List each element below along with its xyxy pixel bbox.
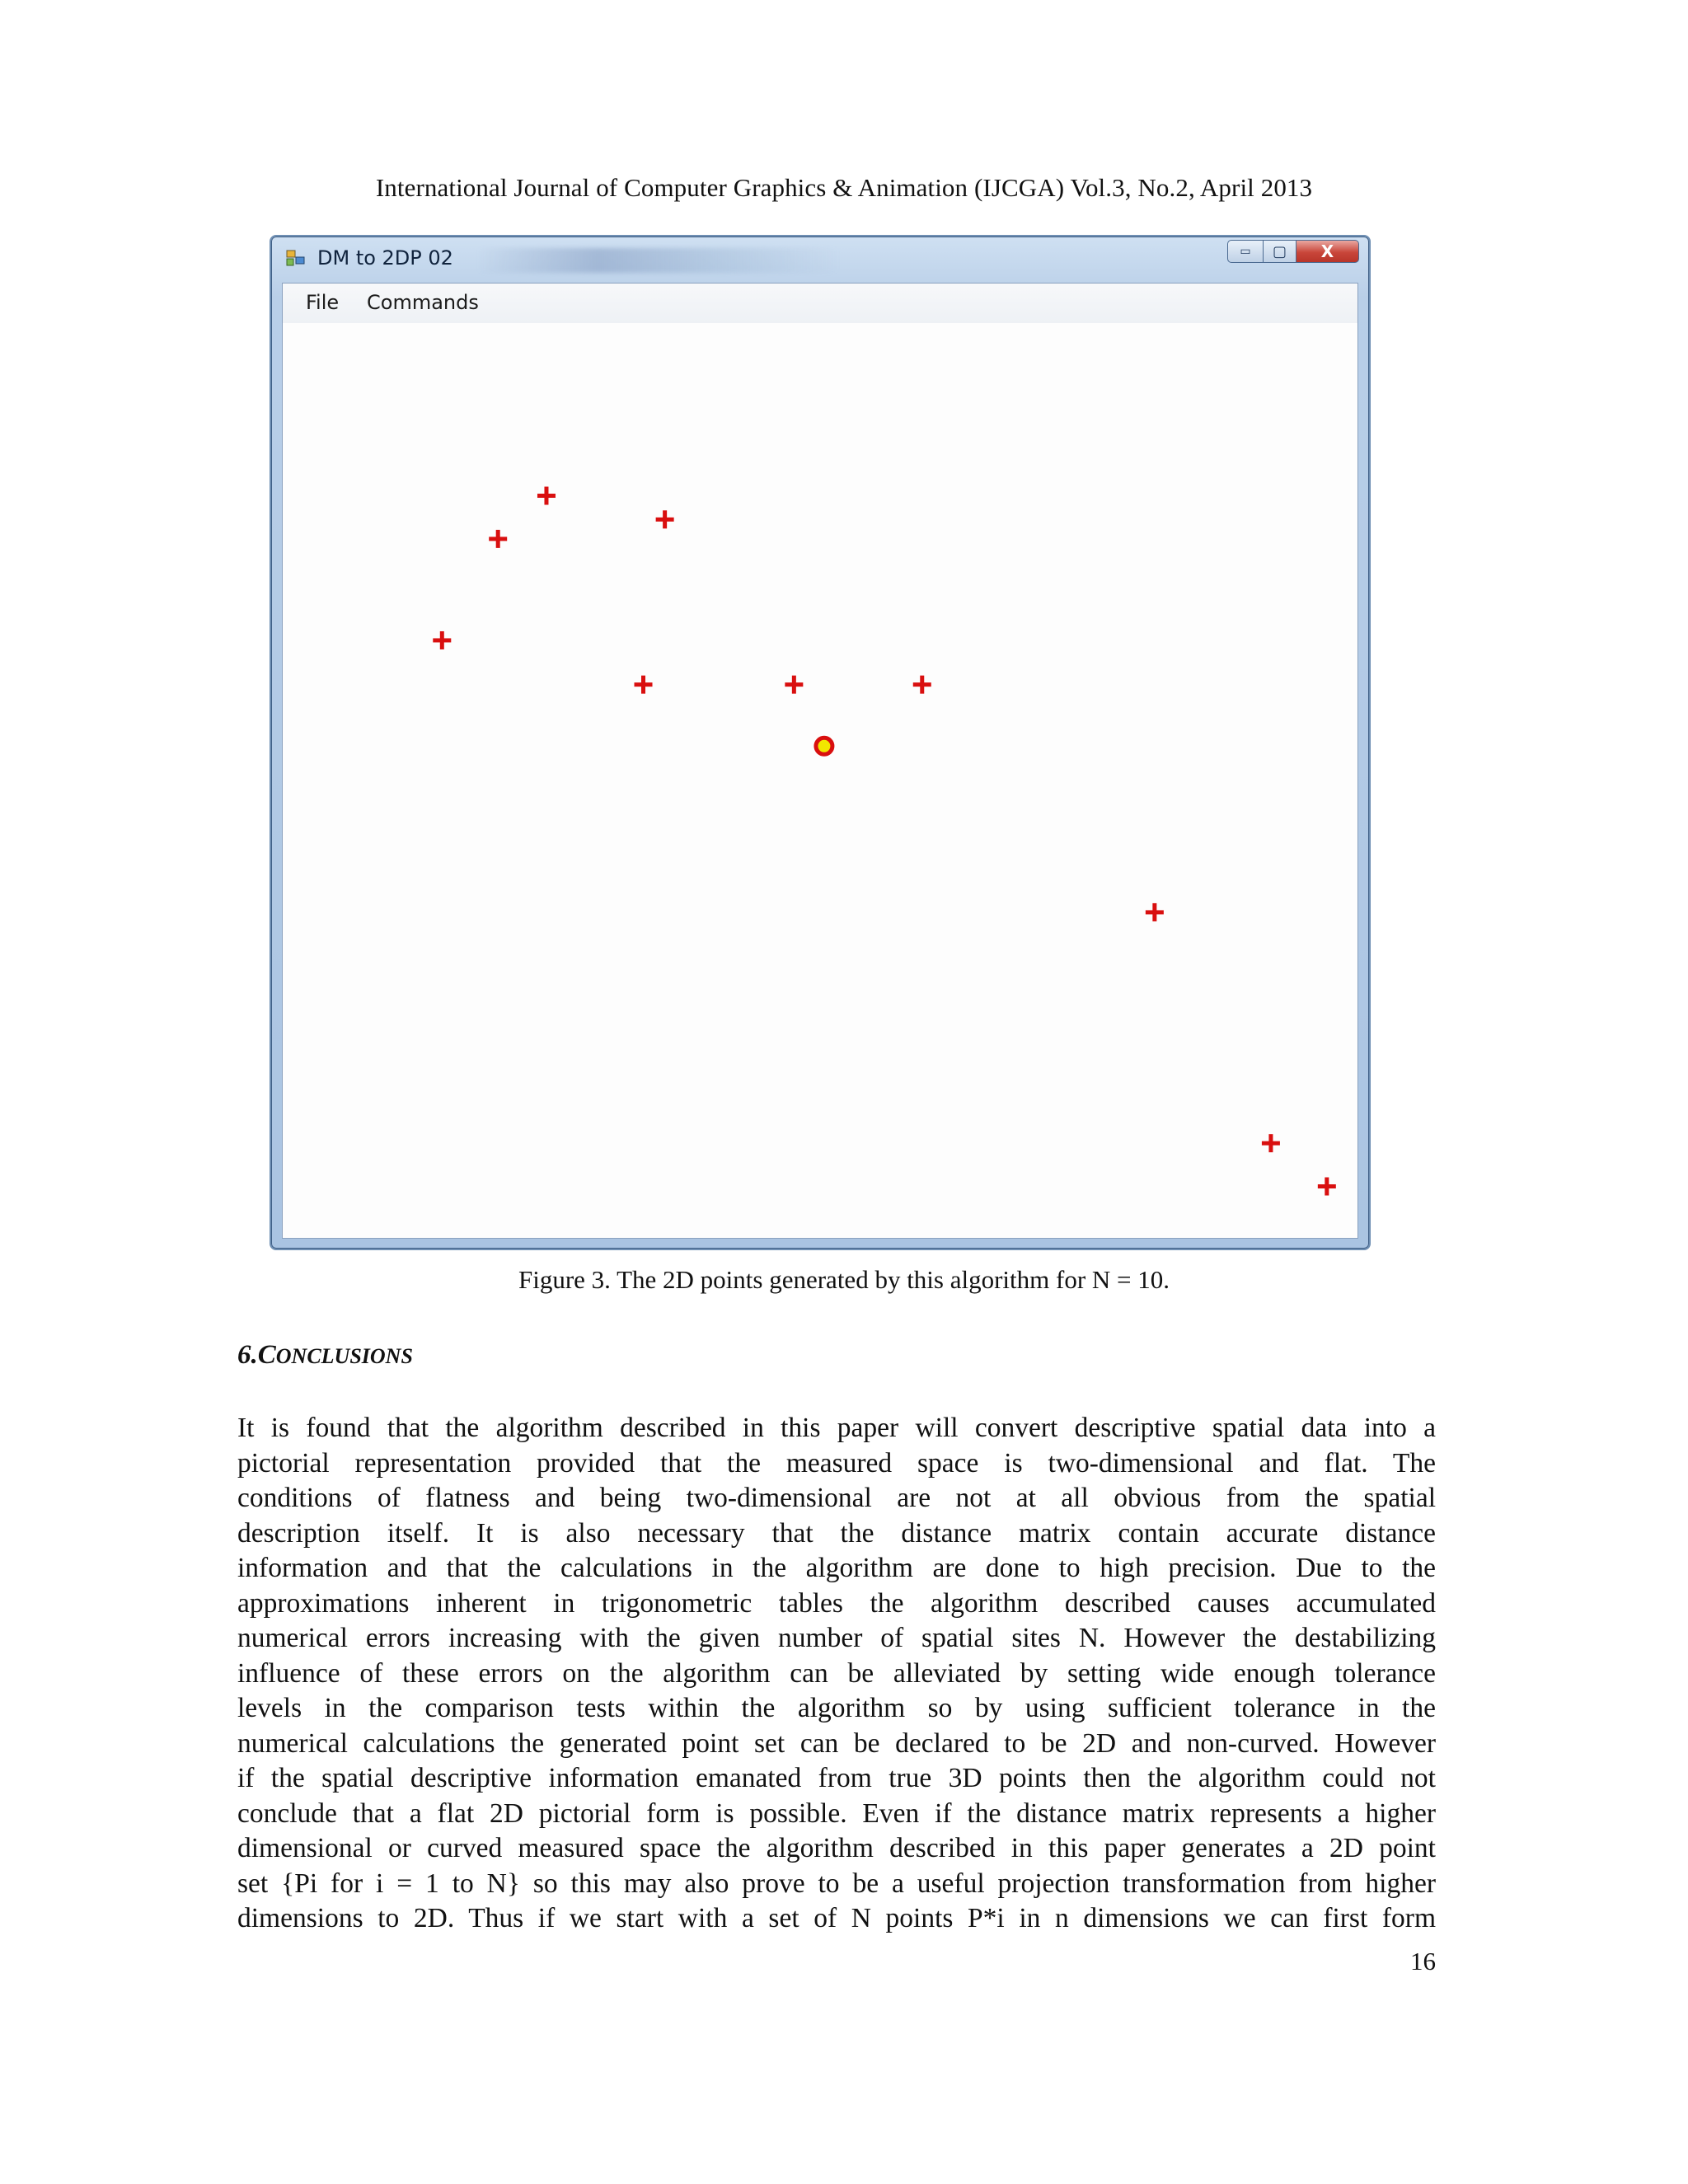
point-marker-3: [656, 510, 674, 528]
point-marker-4: [433, 631, 451, 649]
page-number: 16: [1410, 1947, 1436, 1975]
menu-commands[interactable]: Commands: [367, 291, 479, 314]
client-area: [282, 283, 1358, 1239]
section-title-first: C: [257, 1340, 276, 1370]
window-title: DM to 2DP 02: [317, 246, 453, 269]
body-line: conclude that a flat 2D pictorial form is possible. Even if the distance matrix represents a higher: [237, 1797, 1436, 1829]
app-window: [270, 235, 1371, 1250]
point-marker-9: [1262, 1134, 1280, 1152]
app-icon: [286, 250, 306, 268]
section-heading: [237, 1340, 413, 1371]
body-line: influence of these errors on the algorithm can be alleviated by setting wide enough tolerance: [237, 1657, 1436, 1689]
body-line: pictorial representation provided that the measured space is two-dimensional and flat. The: [237, 1447, 1436, 1479]
body-line: dimensional or curved measured space the algorithm described in this paper generates a 2D point: [237, 1833, 1436, 1863]
title-bar[interactable]: [271, 237, 1369, 283]
body-line: numerical calculations the generated point set can be declared to be 2D and non-curved. However: [237, 1727, 1436, 1759]
point-marker-5: [635, 676, 653, 694]
close-icon: X: [1320, 241, 1334, 261]
scatter-plot: [283, 323, 1359, 1240]
close-button[interactable]: [1296, 240, 1359, 263]
menu-file[interactable]: File: [306, 291, 340, 314]
minimize-button[interactable]: [1227, 240, 1264, 263]
window-controls: [1227, 240, 1359, 265]
reference-point-marker: [816, 738, 832, 754]
body-line: if the spatial descriptive information emanated from true 3D points then the algorithm could not: [237, 1763, 1436, 1793]
body-line: approximations inherent in trigonometric tables the algorithm described causes accumulated: [237, 1587, 1436, 1619]
point-marker-2: [489, 530, 507, 548]
body-line: dimensions to 2D. Thus if we start with a set of N points P*i in n dimensions we can first form: [237, 1903, 1436, 1933]
section-title-rest: ONCLUSIONS: [275, 1344, 413, 1368]
running-header: International Journal of Computer Graphics & Animation (IJCGA) Vol.3, No.2, April 2013: [375, 173, 1313, 202]
maximize-icon: ▢: [1272, 242, 1287, 260]
body-line: numerical errors increasing with the given number of spatial sites N. However the destabilizing: [237, 1623, 1436, 1653]
menu-bar: [283, 284, 1357, 323]
point-marker-1: [537, 487, 556, 505]
point-marker-8: [1146, 903, 1164, 921]
body-line: levels in the comparison tests within the algorithm so by using sufficient tolerance in the: [237, 1693, 1436, 1723]
section-number: 6.: [237, 1340, 258, 1370]
body-line: It is found that the algorithm described in this paper will convert descriptive spatial data into a: [237, 1413, 1436, 1443]
plot-canvas: [283, 323, 1357, 1238]
blurred-background-text: [477, 248, 840, 273]
body-line: description itself. It is also necessary that the distance matrix contain accurate distance: [237, 1517, 1436, 1549]
minimize-icon: ▭: [1240, 245, 1251, 258]
conclusions-paragraph: [237, 1411, 1436, 1937]
body-line: information and that the calculations in the algorithm are done to high precision. Due to the: [237, 1553, 1436, 1583]
maximize-button[interactable]: [1264, 240, 1296, 263]
figure-caption: Figure 3. The 2D points generated by this algorithm for N = 10.: [518, 1265, 1170, 1294]
point-marker-6: [785, 676, 803, 694]
body-line: set {Pi for i = 1 to N} so this may also prove to be a useful projection transformation from higher: [237, 1868, 1436, 1899]
point-marker-10: [1318, 1178, 1336, 1196]
body-line: conditions of flatness and being two-dimensional are not at all obvious from the spatial: [237, 1483, 1436, 1513]
point-marker-7: [913, 676, 931, 694]
